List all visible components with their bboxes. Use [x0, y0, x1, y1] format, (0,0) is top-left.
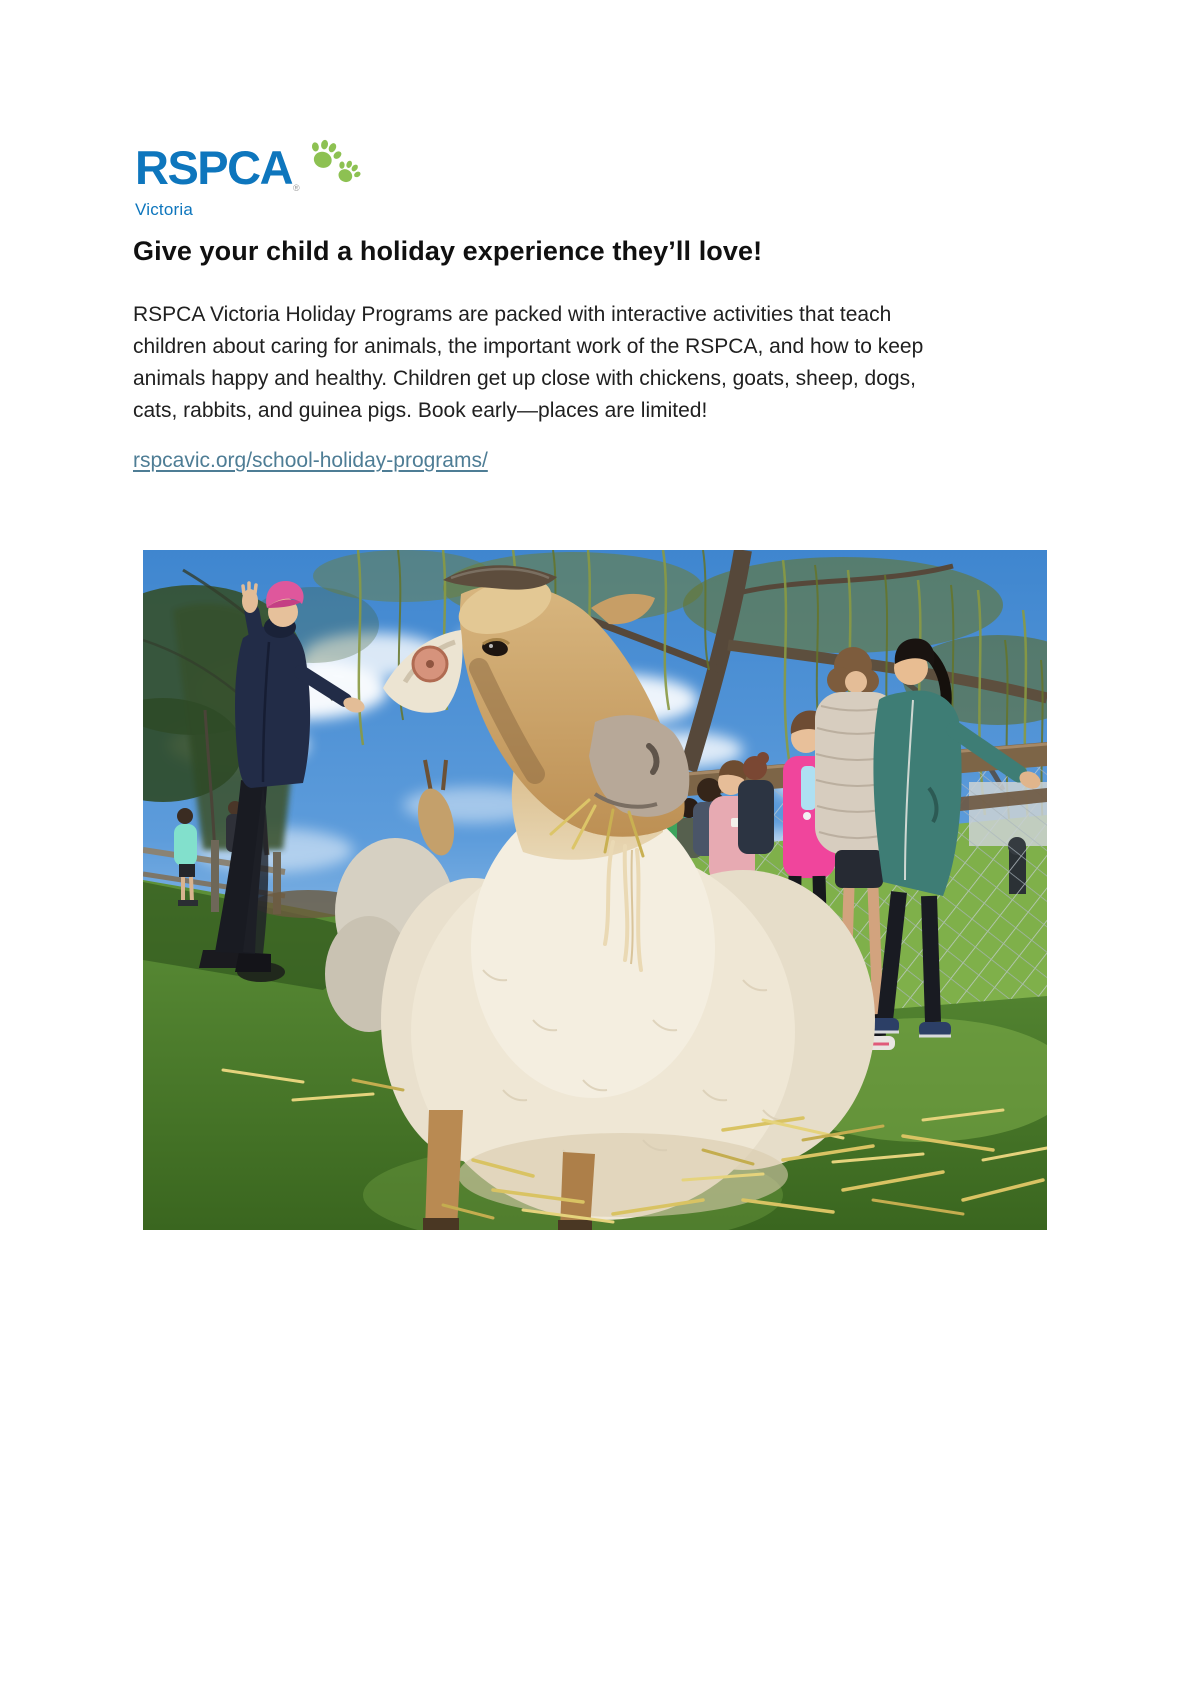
body-line: RSPCA Victoria Holiday Programs are packed with interactive activities that teach: [133, 303, 892, 326]
body-line: cats, rabbits, and guinea pigs. Book early—places are limited!: [133, 399, 708, 422]
rspca-logo-wordmark: RSPCA: [135, 141, 293, 194]
holiday-program-photo: [143, 550, 1047, 1230]
body-line: children about caring for animals, the important work of the RSPCA, and how to keep: [133, 335, 924, 358]
rspca-logo: [135, 141, 364, 220]
holiday-programs-link[interactable]: rspcavic.org/school-holiday-programs/: [133, 449, 488, 472]
rspca-logo-region: Victoria: [135, 200, 193, 219]
paw-prints-icon: [302, 138, 364, 197]
registered-trademark-symbol: ®: [293, 183, 300, 193]
body-line: animals happy and healthy. Children get up close with chickens, goats, sheep, dogs,: [133, 367, 916, 390]
page-title: Give your child a holiday experience they’ll love!: [133, 236, 763, 266]
body-paragraph: [133, 299, 1083, 427]
